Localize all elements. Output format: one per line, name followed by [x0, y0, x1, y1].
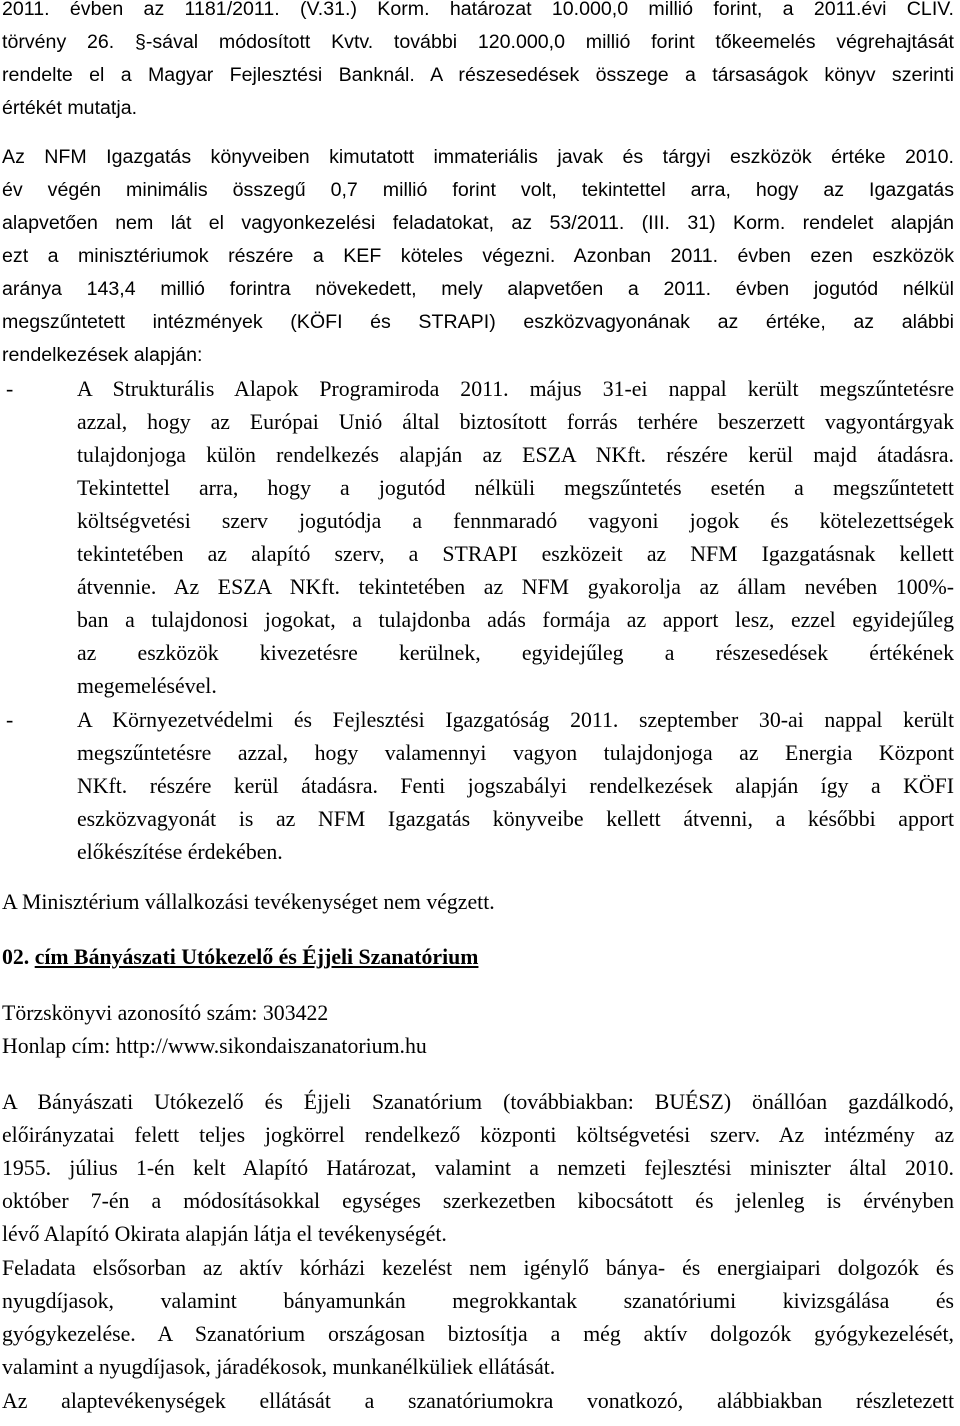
list-item-line: megemelésével.: [77, 674, 217, 698]
list-item-line: tulajdonjoga külön rendelkezés alapján az ESZA NKft. részére kerül majd átadásra.: [77, 443, 954, 467]
paragraph-line: lévő Alapító Okirata alapján látja el tevékenységét.: [2, 1222, 447, 1246]
ministry-statement: A Minisztérium vállalkozási tevékenységet nem végzett.: [2, 890, 495, 914]
paragraph-line: október 7-én a módosításokkal egységes szerkezetben kibocsátott és jelenleg is érvényben: [2, 1189, 954, 1213]
paragraph-line: törvény 26. §-sával módosított Kvtv. további 120.000,0 millió forint tőkeemelés végrehajtását: [2, 31, 954, 53]
paragraph-line: A Bányászati Utókezelő és Éjjeli Szanatórium (továbbiakban: BUÉSZ) önállóan gazdálkodó,: [2, 1090, 954, 1114]
list-item-line: ban a tulajdonosi jogokat, a tulajdonba adás formája az apport lesz, ezzel egyidejűleg: [77, 608, 954, 632]
registry-website: Honlap cím: http://www.sikondaiszanatorium.hu: [2, 1034, 427, 1058]
list-dash-marker: -: [6, 708, 14, 732]
list-item-line: tekintetében az alapító szerv, a STRAPI eszközeit az NFM Igazgatásnak kellett: [77, 542, 954, 566]
paragraph-line: ezt a minisztériumok részére a KEF köteles végezni. Azonban 2011. évben ezen eszközök: [2, 245, 954, 267]
paragraph-line: 2011. évben az 1181/2011. (V.31.) Korm. határozat 10.000,0 millió forint, a 2011.évi CLIV.: [2, 0, 954, 20]
paragraph-line: Az alaptevékenységek ellátását a szanatóriumokra vonatkozó, alábbiakban részletezett: [2, 1389, 954, 1413]
paragraph-line: aránya 143,4 millió forintra növekedett, mely alapvetően a 2011. évben jogutód nélkül: [2, 278, 954, 300]
paragraph-line: valamint a nyugdíjasok, járadékosok, munkanélküliek ellátását.: [2, 1355, 556, 1379]
list-item-line: előkészítése érdekében.: [77, 840, 283, 864]
paragraph-line: alapvetően nem lát el vagyonkezelési feladatokat, az 53/2011. (III. 31) Korm. rendelet alapján: [2, 212, 954, 234]
list-item-line: az eszközök kivezetésre kerülnek, egyidejűleg a részesedések értékének: [77, 641, 954, 665]
list-item-line: költségvetési szerv jogutódja a fennmaradó vagyoni jogok és kötelezettségek: [77, 509, 954, 533]
list-item-line: eszközvagyonát is az NFM Igazgatás könyveibe kellett átvenni, a későbbi apport: [77, 807, 954, 831]
paragraph-line: Feladata elsősorban az aktív kórházi kezelést nem igénylő bánya- és energiaipari dolgozók és: [2, 1256, 954, 1280]
paragraph-line: év végén minimális összegű 0,7 millió forint volt, tekintettel arra, hogy az Igazgatás: [2, 179, 954, 201]
list-item-line: Tekintettel arra, hogy a jogutód nélküli megszűntetés esetén a megszűntetett: [77, 476, 954, 500]
section-title: cím Bányászati Utókezelő és Éjjeli Szanatórium: [34, 945, 479, 969]
paragraph-line: megszűntetett intézmények (KÖFI és STRAPI) eszközvagyonának az értéke, az alábbi: [2, 311, 954, 333]
list-item-line: A Strukturális Alapok Programiroda 2011. május 31-ei nappal került megszűntetésre: [77, 377, 954, 401]
paragraph-line: nyugdíjasok, valamint bányamunkán megrokkantak szanatóriumi kivizsgálása és: [2, 1289, 954, 1313]
paragraph-line: 1955. július 1-én kelt Alapító Határozat, valamint a nemzeti fejlesztési miniszter által 2010.: [2, 1156, 954, 1180]
list-dash-marker: -: [6, 377, 14, 401]
section-heading: [2, 940, 954, 974]
registry-id: Törzskönyvi azonosító szám: 303422: [2, 1001, 329, 1025]
paragraph-line: előirányzatai felett teljes jogkörrel rendelkező központi költségvetési szerv. Az intézmény az: [2, 1123, 954, 1147]
list-item-line: azzal, hogy az Európai Unió által biztosított forrás terhére beszerzett vagyontárgyak: [77, 410, 954, 434]
section-number: 02.: [2, 945, 30, 969]
paragraph-line: gyógykezelése. A Szanatórium országosan biztosítja a még aktív dolgozók gyógykezelését,: [2, 1322, 954, 1346]
paragraph-line: rendelkezések alapján:: [2, 344, 203, 366]
list-item-line: A Környezetvédelmi és Fejlesztési Igazgatóság 2011. szeptember 30-ai nappal került: [77, 708, 954, 732]
paragraph-line: Az NFM Igazgatás könyveiben kimutatott immateriális javak és tárgyi eszközök értéke 2010.: [2, 146, 954, 168]
list-item-line: megszűntetésre azzal, hogy valamennyi vagyon tulajdonjoga az Energia Központ: [77, 741, 954, 765]
list-item-line: átvennie. Az ESZA NKft. tekintetében az NFM gyakorolja az állam nevében 100%-: [77, 575, 954, 599]
list-item-line: NKft. részére kerül átadásra. Fenti jogszabályi rendelkezések alapján így a KÖFI: [77, 774, 954, 798]
paragraph-line: rendelte el a Magyar Fejlesztési Banknál. A részesedések összege a társaságok könyv szerinti: [2, 64, 954, 86]
paragraph-line: értékét mutatja.: [2, 97, 138, 119]
